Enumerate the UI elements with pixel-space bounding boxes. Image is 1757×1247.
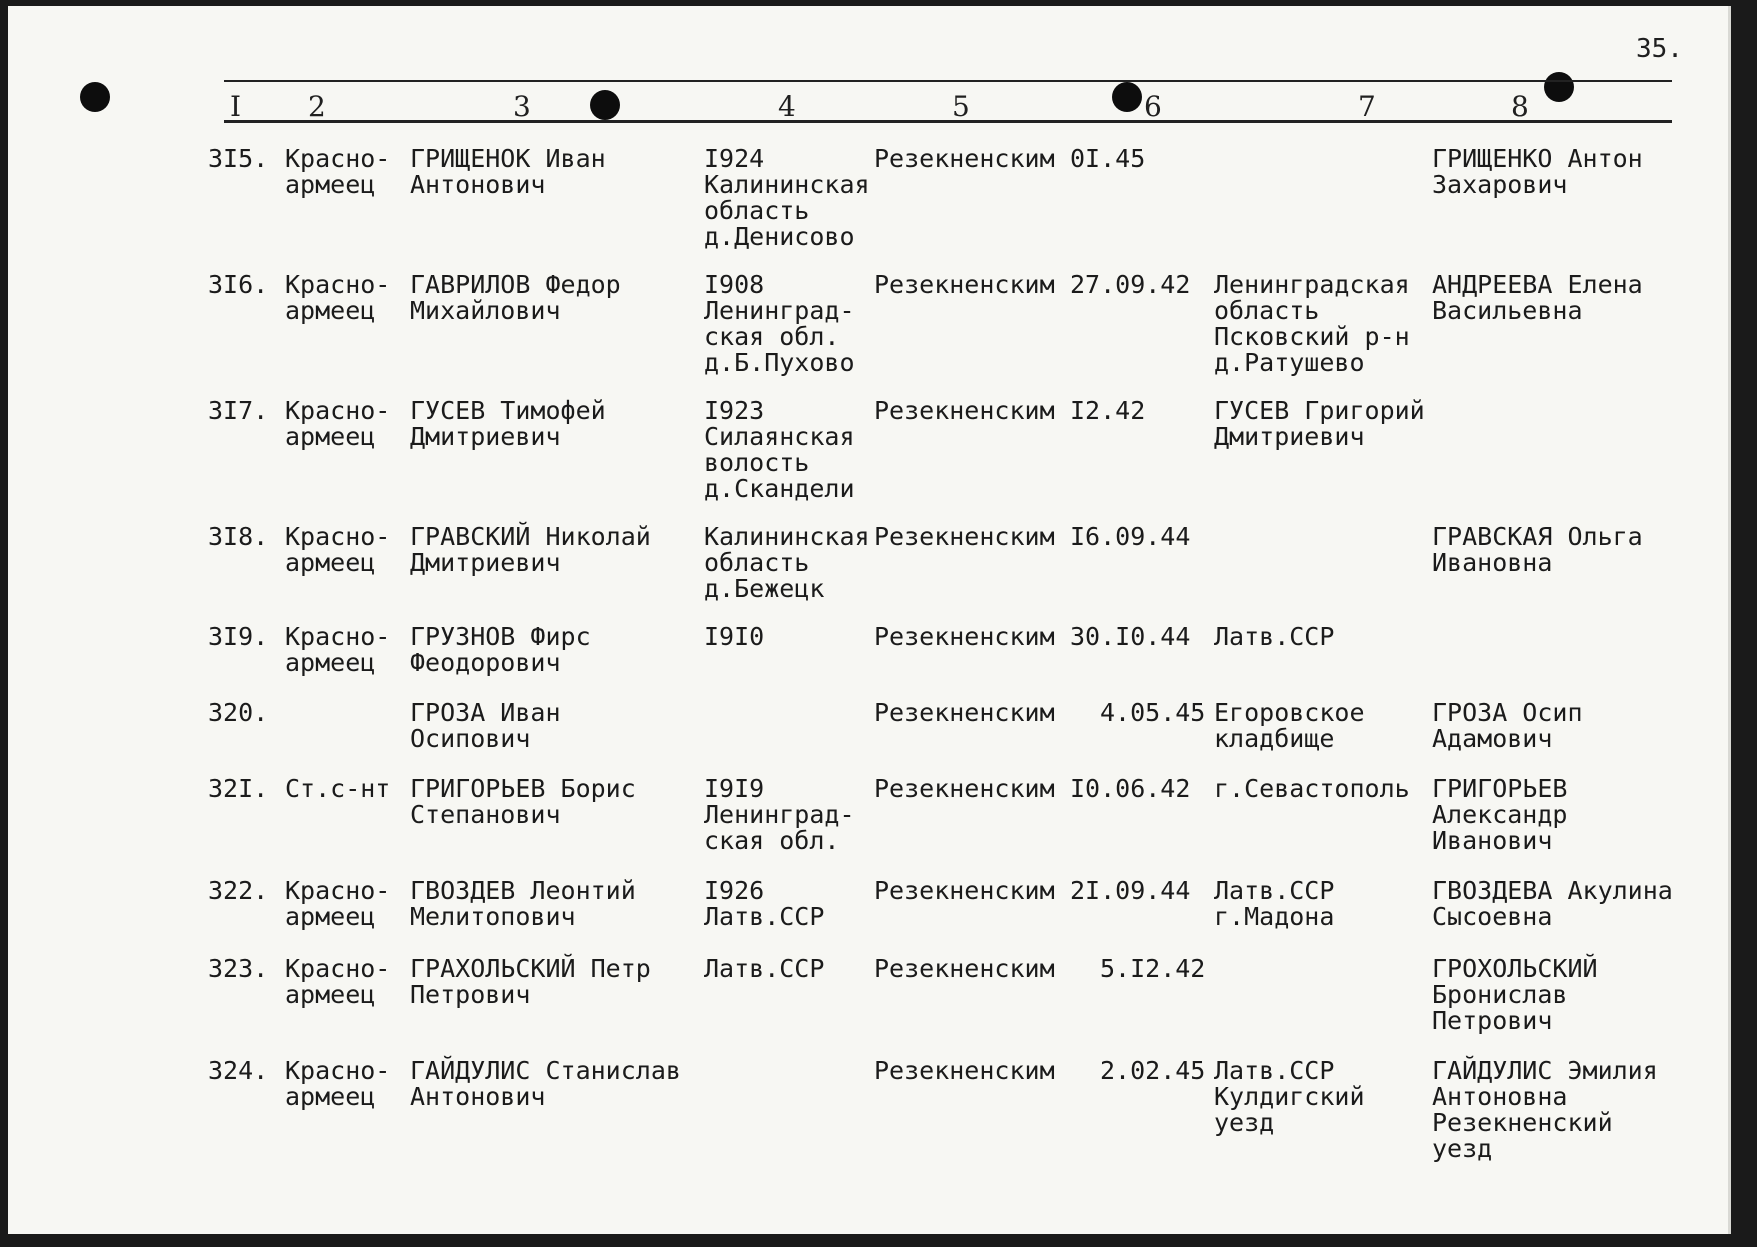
military-office: Резекненским	[874, 954, 1055, 983]
relative: АНДРЕЕВА Елена Васильевна	[1432, 270, 1643, 325]
military-rank: Красно- армеец	[285, 396, 391, 451]
punch-hole	[1112, 82, 1142, 112]
military-rank: Красно- армеец	[285, 522, 391, 577]
full-name: ГАЙДУЛИС Станислав Антонович	[410, 1056, 681, 1111]
full-name: ГАВРИЛОВ Федор Михайлович	[410, 270, 621, 325]
military-rank: Ст.с-нт	[285, 774, 391, 803]
date: 5.I2.42	[1100, 954, 1206, 983]
birth-info: Латв.ССР	[704, 954, 825, 983]
document-page	[8, 6, 1731, 1234]
record-number: 3I6.	[208, 270, 269, 299]
military-office: Резекненским	[874, 270, 1055, 299]
military-office: Резекненским	[874, 698, 1055, 727]
column-number: I	[230, 90, 242, 123]
military-rank: Красно- армеец	[285, 876, 391, 931]
record-number: 32I.	[208, 774, 269, 803]
military-rank: Красно- армеец	[285, 622, 391, 677]
date: 2I.09.44	[1070, 876, 1191, 905]
military-office: Резекненским	[874, 876, 1055, 905]
record-number: 324.	[208, 1056, 269, 1085]
military-rank: Красно- армеец	[285, 144, 391, 199]
record-number: 322.	[208, 876, 269, 905]
military-office: Резекненским	[874, 522, 1055, 551]
punch-hole	[80, 82, 110, 112]
column-number: 8	[1511, 90, 1529, 123]
date: 27.09.42	[1070, 270, 1191, 299]
birth-info: I926 Латв.ССР	[704, 876, 825, 931]
record-number: 320.	[208, 698, 269, 727]
date: 0I.45	[1070, 144, 1146, 173]
birth-info: I924 Калининская область д.Денисово	[704, 144, 870, 251]
full-name: ГУСЕВ Тимофей Дмитриевич	[410, 396, 606, 451]
date: 4.05.45	[1100, 698, 1206, 727]
record-number: 3I8.	[208, 522, 269, 551]
military-rank: Красно- армеец	[285, 1056, 391, 1111]
military-office: Резекненским	[874, 144, 1055, 173]
military-office: Резекненским	[874, 1056, 1055, 1085]
birth-info: I9I0	[704, 622, 765, 651]
place: ГУСЕВ Григорий Дмитриевич	[1214, 396, 1425, 451]
record-number: 3I7.	[208, 396, 269, 425]
date: 30.I0.44	[1070, 622, 1191, 651]
column-number: 3	[513, 90, 531, 123]
birth-info: I908 Ленинград- ская обл. д.Б.Пухово	[704, 270, 855, 377]
full-name: ГВОЗДЕВ Леонтий Мелитопович	[410, 876, 636, 931]
place: Латв.ССР	[1214, 622, 1335, 651]
full-name: ГРАВСКИЙ Николай Дмитриевич	[410, 522, 651, 577]
full-name: ГРУЗНОВ Фирс Феодорович	[410, 622, 591, 677]
place: Ленинградская область Псковский р-н д.Ратушево	[1214, 270, 1410, 377]
place: Егоровское кладбище	[1214, 698, 1365, 753]
record-number: 3I5.	[208, 144, 269, 173]
date: I6.09.44	[1070, 522, 1191, 551]
header-bottom-rule	[224, 120, 1672, 123]
page-number: 35.	[1636, 34, 1683, 64]
column-number: 2	[308, 90, 326, 123]
relative: ГРОХОЛЬСКИЙ Бронислав Петрович	[1432, 954, 1598, 1035]
relative: ГВОЗДЕВА Акулина Сысоевна	[1432, 876, 1673, 931]
military-office: Резекненским	[874, 774, 1055, 803]
birth-info: Калининская область д.Бежецк	[704, 522, 870, 603]
column-number: 4	[778, 90, 796, 123]
military-office: Резекненским	[874, 396, 1055, 425]
birth-info: I9I9 Ленинград- ская обл.	[704, 774, 855, 855]
column-number: 6	[1144, 90, 1162, 123]
relative: ГРОЗА Осип Адамович	[1432, 698, 1583, 753]
date: 2.02.45	[1100, 1056, 1206, 1085]
place: г.Севастополь	[1214, 774, 1410, 803]
record-number: 323.	[208, 954, 269, 983]
date: I0.06.42	[1070, 774, 1191, 803]
place: Латв.ССР Кулдигский уезд	[1214, 1056, 1365, 1137]
relative: ГРИЩЕНКО Антон Захарович	[1432, 144, 1643, 199]
relative: ГАЙДУЛИС Эмилия Антоновна Резекненский уезд	[1432, 1056, 1658, 1163]
military-rank: Красно- армеец	[285, 954, 391, 1009]
record-number: 3I9.	[208, 622, 269, 651]
place: Латв.ССР г.Мадона	[1214, 876, 1335, 931]
punch-hole	[1544, 72, 1574, 102]
date: I2.42	[1070, 396, 1146, 425]
military-office: Резекненским	[874, 622, 1055, 651]
header-top-rule	[224, 80, 1672, 82]
full-name: ГРОЗА Иван Осипович	[410, 698, 561, 753]
column-number: 5	[952, 90, 970, 123]
birth-info: I923 Силаянская волость д.Скандели	[704, 396, 855, 503]
military-rank: Красно- армеец	[285, 270, 391, 325]
full-name: ГРИГОРЬЕВ Борис Степанович	[410, 774, 636, 829]
full-name: ГРИЩЕНОК Иван Антонович	[410, 144, 606, 199]
punch-hole	[590, 90, 620, 120]
column-number: 7	[1358, 90, 1376, 123]
relative: ГРИГОРЬЕВ Александр Иванович	[1432, 774, 1568, 855]
full-name: ГРАХОЛЬСКИЙ Петр Петрович	[410, 954, 651, 1009]
relative: ГРАВСКАЯ Ольга Ивановна	[1432, 522, 1643, 577]
